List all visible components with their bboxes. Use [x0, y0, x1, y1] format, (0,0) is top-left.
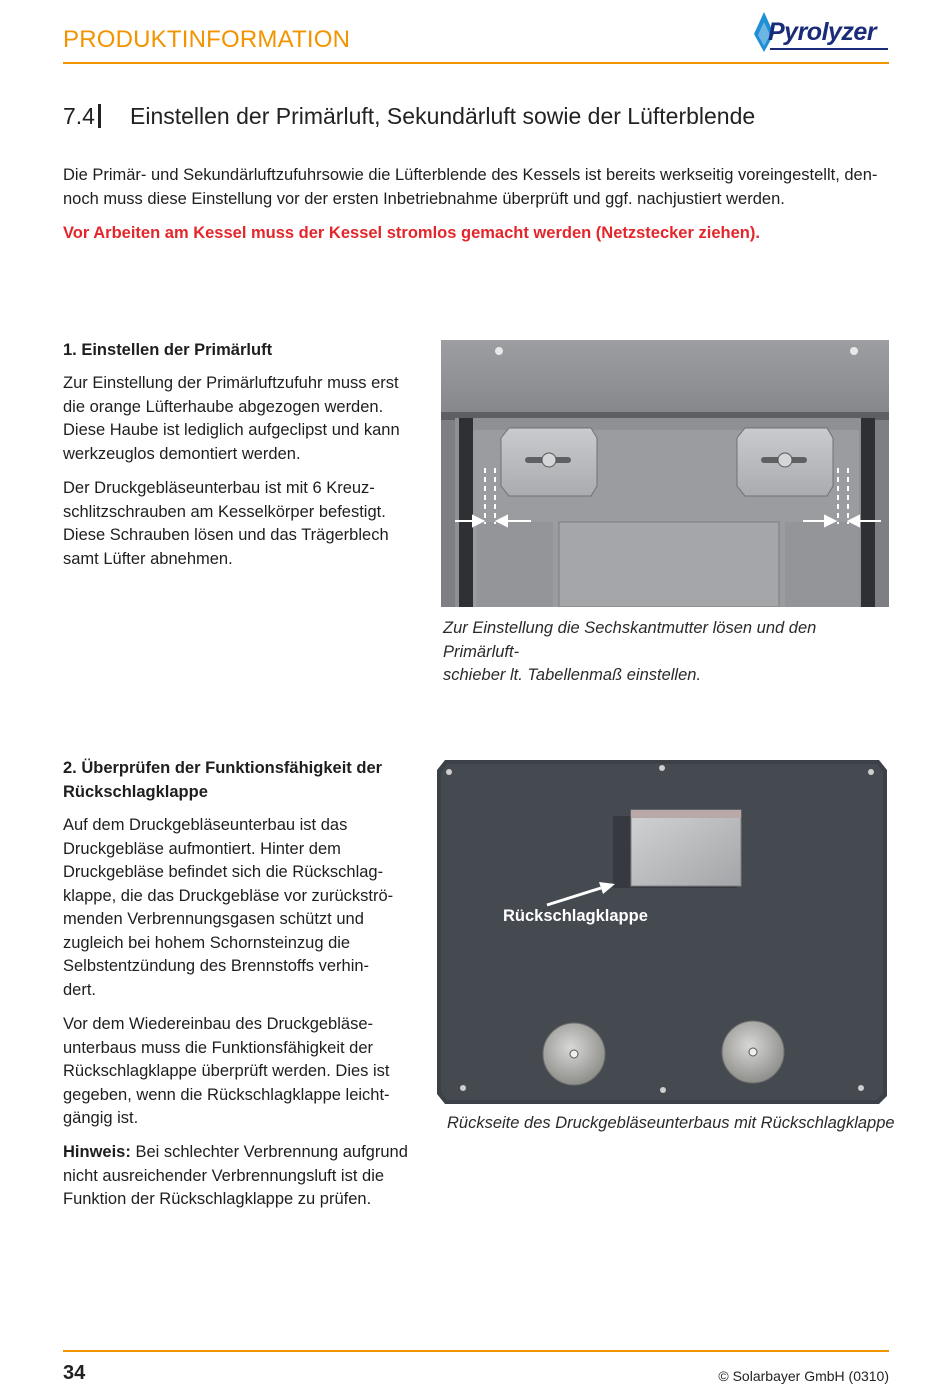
heading-line: 2. Überprüfen der Funktionsfähigkeit der — [63, 759, 383, 777]
check-valve-photo — [437, 758, 887, 1104]
caption-line: schieber lt. Tabellenmaß einstellen. — [443, 666, 702, 684]
check-valve-label: Rückschlagklappe — [503, 907, 648, 925]
section-title: Einstellen der Primärluft, Sekundärluft sowie der Lüfterblende — [130, 103, 756, 129]
text-line: Diese Haube ist lediglich aufgeclipst und kann — [63, 421, 400, 439]
text-line: Funktion der Rückschlagklappe zu prüfen. — [63, 1190, 372, 1208]
text-line: Rückschlagklappe überprüft werden. Dies ist — [63, 1062, 390, 1080]
text-line: gängig ist. — [63, 1109, 139, 1127]
text-line: zugleich bei hohem Schornsteinzug die — [63, 933, 351, 952]
text-line: gegeben, wenn die Rückschlagklappe leicht- — [63, 1085, 390, 1104]
step2-note-paragraph — [63, 1141, 408, 1212]
caption-line: Zur Einstellung die Sechskantmutter lösen und den Primärluft- — [443, 619, 817, 661]
note-text: Bei schlechter Verbrennung aufgrund — [130, 1143, 408, 1161]
note-label: Hinweis: — [63, 1143, 131, 1161]
section-number: 7.4 — [63, 103, 95, 129]
primary-air-photo — [441, 340, 889, 607]
step1-paragraph-1 — [63, 372, 408, 466]
footer-rule — [63, 1350, 889, 1352]
text-line: Druckgebläse befindet sich die Rückschlag- — [63, 863, 384, 881]
text-line: dert. — [63, 980, 97, 999]
step1-heading: 1. Einstellen der Primärluft — [63, 341, 273, 359]
text-line: Druckgebläse aufmontiert. Hinter dem — [63, 839, 341, 858]
pyrolyzer-logo — [752, 10, 892, 54]
text-line: Auf dem Druckgebläseunterbau ist das — [63, 816, 348, 834]
copyright-notice: © Solarbayer GmbH (0310) — [718, 1368, 889, 1384]
header-rule — [63, 62, 889, 64]
document-header-title: PRODUKTINFORMATION — [63, 26, 351, 53]
logo-wordmark: Pyrolyzer — [768, 18, 877, 46]
text-line: menden Verbrennungsgasen schützt und — [63, 910, 364, 928]
check-valve-caption: Rückseite des Druckgebläseunterbaus mit Rückschlagklappe — [447, 1114, 895, 1132]
step2-paragraph-2 — [63, 1013, 408, 1131]
safety-warning: Vor Arbeiten am Kessel muss der Kessel stromlos gemacht werden (Netzstecker ziehen). — [63, 224, 760, 242]
section-divider-bar — [98, 104, 101, 128]
text-line: Vor dem Wiedereinbau des Druckgebläse- — [63, 1015, 373, 1033]
step1-paragraph-2 — [63, 477, 408, 571]
text-line: die orange Lüfterhaube abgezogen werden. — [63, 397, 384, 416]
text-line: klappe, die das Druckgebläse vor zurückströ- — [63, 886, 394, 905]
step2-paragraph-1 — [63, 814, 408, 1002]
text-line: Diese Schrauben lösen und das Trägerblech — [63, 526, 389, 544]
text-line: samt Lüfter abnehmen. — [63, 549, 233, 568]
step2-heading — [63, 757, 408, 804]
primary-air-caption — [443, 617, 893, 688]
text-line: Der Druckgebläseunterbau ist mit 6 Kreuz- — [63, 479, 375, 497]
intro-paragraph — [63, 164, 883, 211]
intro-line: Die Primär- und Sekundärluftzufuhrsowie die Lüfterblende des Kessels ist bereits werkseitig voreingestellt, den- — [63, 166, 878, 184]
text-line — [63, 1141, 408, 1165]
text-line: schlitzschrauben am Kesselkörper befestigt. — [63, 502, 386, 521]
heading-line: Rückschlagklappe — [63, 782, 208, 801]
text-line: Selbstentzündung des Brennstoffs verhin- — [63, 957, 370, 975]
page-number: 34 — [63, 1362, 86, 1384]
text-line: unterbaus muss die Funktionsfähigkeit der — [63, 1038, 374, 1057]
text-line: Zur Einstellung der Primärluftzufuhr muss erst — [63, 374, 399, 392]
text-line: werkzeuglos demontiert werden. — [63, 444, 301, 463]
text-line: nicht ausreichender Verbrennungsluft ist die — [63, 1166, 385, 1185]
logo-underline — [770, 48, 888, 50]
intro-line: noch muss diese Einstellung vor der ersten Inbetriebnahme überprüft und ggf. nachjustiert werden. — [63, 189, 785, 208]
